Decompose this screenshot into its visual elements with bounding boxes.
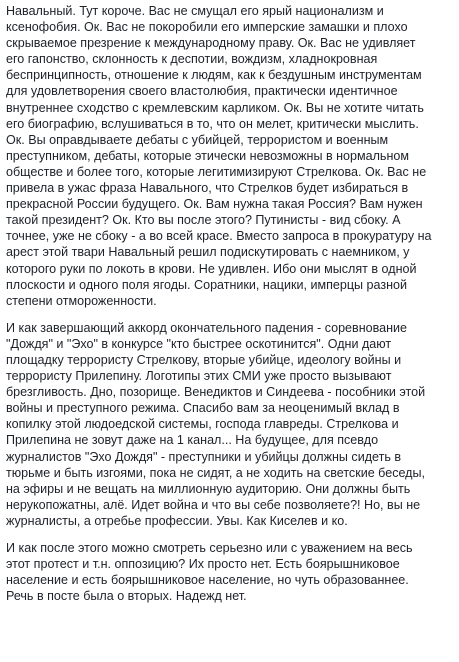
text-line: для удовлетворения своего властолюбия, практически идентичное xyxy=(6,84,398,99)
text-line: арест этой твари Навальный решил подискутировать с наемником, у xyxy=(6,245,410,260)
text-line: население и есть боярышниковое население, но чуть образованнее. xyxy=(6,573,409,588)
text-line: скрываемое презрение к международному праву. Ок. Вас не удивляет xyxy=(6,36,416,51)
text-line: прекрасной России будущего. Ок. Вам нужна такая Россия? Вам нужен xyxy=(6,197,423,212)
text-line: тюрьме и быть изгоями, пока не сидят, а не ходить на светские беседы, xyxy=(6,465,425,480)
text-line: "Дождя" и "Эхо" в конкурсе "кто быстрее оскотинится". Одни дают xyxy=(6,336,392,351)
text-line: привела в ужас фраза Навального, что Стрелков будет избираться в xyxy=(6,181,409,196)
text-line: Прилепина не зовут даже на 1 канал... На будущее, для псевдо xyxy=(6,433,379,448)
text-line: его биографию, вслушиваться в то, что он мелет, критически мыслить. xyxy=(6,116,419,131)
text-line: его гапонство, склонность к деспотии, вождизм, хладнокровная xyxy=(6,52,378,67)
text-line: обществе и более того, которые легитимизируют Стрелкова. Ок. Вас не xyxy=(6,164,427,179)
text-line: копилку этой людоедской системы, господа главреды. Стрелкова и xyxy=(6,417,399,432)
text-line: войны и преступного режима. Спасибо вам за неоценимый вклад в xyxy=(6,401,400,416)
text-line: точнее, уже не сбоку - а во всей красе. Вместо запроса в прокуратуру на xyxy=(6,229,432,244)
post-paragraph xyxy=(6,320,457,529)
text-line: на эфиры и не вещать на миллионную аудиторию. Они должны быть xyxy=(6,481,411,496)
text-line: журналистов "Эхо Дождя" - преступники и убийцы должны сидеть в xyxy=(6,449,402,464)
text-line: нерукопожатны, алё. Идет война и что вы себе позволяете?! Но, вы не xyxy=(6,497,421,512)
text-line: Ок. Вы оправдываете дебаты с убийцей, террористом и военным xyxy=(6,132,389,147)
text-line: Навальный. Тут короче. Вас не смущал его ярый национализм и xyxy=(6,4,384,18)
text-line: преступником, дебаты, которые этически невозможны в нормальном xyxy=(6,148,409,163)
text-line: внутреннее сходство с кремлевским карликом. Ок. Вы не хотите читать xyxy=(6,100,424,115)
text-line: плоскости и одного поля ягоды. Соратники, нацики, имперцы разной xyxy=(6,277,408,292)
post-paragraph xyxy=(6,3,457,309)
text-line: которого руки по локоть в крови. Не удивлен. Ибо они мыслят в одной xyxy=(6,261,417,276)
text-line: журналисты, а отребье профессии. Увы. Как Киселев и ко. xyxy=(6,513,348,528)
text-line: площадку террористу Стрелкову, вторые убийце, идеологу войны и xyxy=(6,352,402,367)
text-line: беспринципность, отношение к людям, как к бездушным инструментам xyxy=(6,68,422,83)
text-line: террористу Прилепину. Логотипы этих СМИ уже просто вызывают xyxy=(6,369,392,384)
text-line: И как завершающий аккорд окончательного падения - соревнование xyxy=(6,320,408,335)
text-line: ксенофобия. Ок. Вас не покоробили его имперские замашки и плохо xyxy=(6,20,408,35)
text-line: степени отмороженности. xyxy=(6,293,157,308)
text-line: такой президент? Ок. Кто вы после этого? Путинисты - вид сбоку. А xyxy=(6,213,401,228)
text-line: этот протест и т.н. оппозицию? Их просто нет. Есть боярышниковое xyxy=(6,557,400,572)
post-paragraph xyxy=(6,540,457,604)
text-line: брезгливость. Дно, позорище. Венедиктов и Синдеева - пособники этой xyxy=(6,385,426,400)
text-line: И как после этого можно смотреть серьезно или с уважением на весь xyxy=(6,541,413,555)
text-line: Речь в посте была о вторых. Надежд нет. xyxy=(6,589,247,604)
